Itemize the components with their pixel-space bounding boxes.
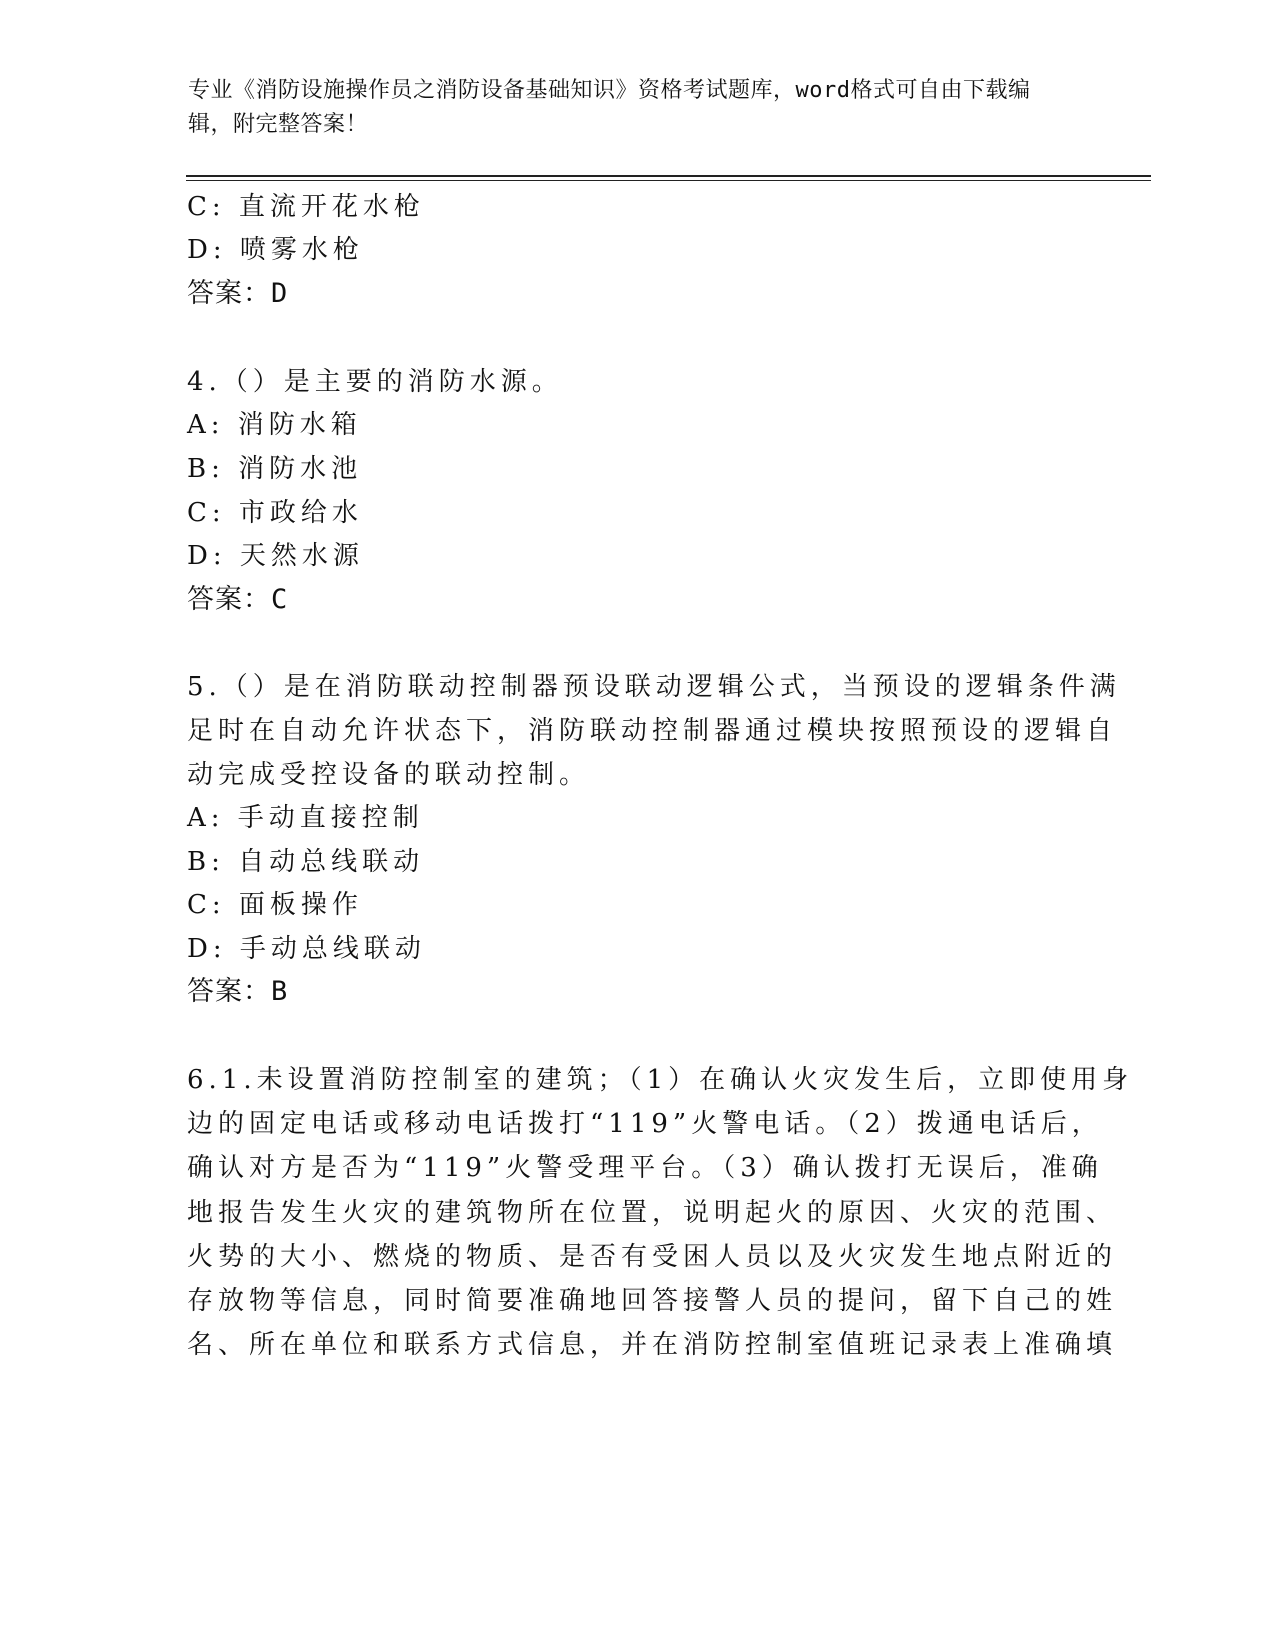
q6-line-2: 边的固定电话或移动电话拨打“119”火警电话。（2）拨通电话后， bbox=[187, 1109, 1103, 1139]
q5-answer: 答案：B bbox=[187, 976, 289, 1007]
q6-line-6: 存放物等信息，同时简要准确地回答接警人员的提问，留下自己的姓 bbox=[187, 1286, 1118, 1316]
q6-line-7: 名、所在单位和联系方式信息，并在消防控制室值班记录表上准确填 bbox=[187, 1330, 1118, 1360]
header-rule-thick bbox=[186, 175, 1151, 177]
q4-option-c: C: 市政给水 bbox=[187, 498, 363, 528]
q5-option-d: D: 手动总线联动 bbox=[187, 934, 426, 964]
q6-line-4: 地报告发生火灾的建筑物所在位置，说明起火的原因、火灾的范围、 bbox=[187, 1198, 1118, 1228]
q4-option-d: D: 天然水源 bbox=[187, 541, 364, 571]
q6-line-5: 火势的大小、燃烧的物质、是否有受困人员以及火灾发生地点附近的 bbox=[187, 1242, 1118, 1272]
q5-option-a: A: 手动直接控制 bbox=[187, 803, 424, 833]
q4-option-b: B: 消防水池 bbox=[187, 454, 363, 484]
q3-option-d: D: 喷雾水枪 bbox=[187, 235, 364, 265]
q5-option-c: C: 面板操作 bbox=[187, 890, 363, 920]
q4-stem: 4.（）是主要的消防水源。 bbox=[187, 367, 563, 397]
q5-stem-line-1: 5.（）是在消防联动控制器预设联动逻辑公式，当预设的逻辑条件满 bbox=[187, 672, 1121, 702]
q6-line-1: 6.1.未设置消防控制室的建筑；（1）在确认火灾发生后，立即使用身 bbox=[187, 1065, 1134, 1095]
q3-option-c: C: 直流开花水枪 bbox=[187, 192, 425, 222]
q5-option-b: B: 自动总线联动 bbox=[187, 847, 425, 877]
q5-stem-line-3: 动完成受控设备的联动控制。 bbox=[187, 760, 591, 790]
header-rule-thin bbox=[186, 180, 1151, 181]
document-header: 专业《消防设施操作员之消防设备基础知识》资格考试题库，word格式可自由下载编辑，附完整答案！ bbox=[188, 78, 1031, 137]
q4-option-a: A: 消防水箱 bbox=[187, 410, 362, 440]
q3-answer: 答案：D bbox=[187, 278, 289, 309]
q5-stem-line-2: 足时在自动允许状态下，消防联动控制器通过模块按照预设的逻辑自 bbox=[187, 716, 1118, 746]
q4-answer: 答案：C bbox=[187, 584, 289, 615]
q6-line-3: 确认对方是否为“119”火警受理平台。（3）确认拨打无误后，准确 bbox=[187, 1153, 1103, 1183]
